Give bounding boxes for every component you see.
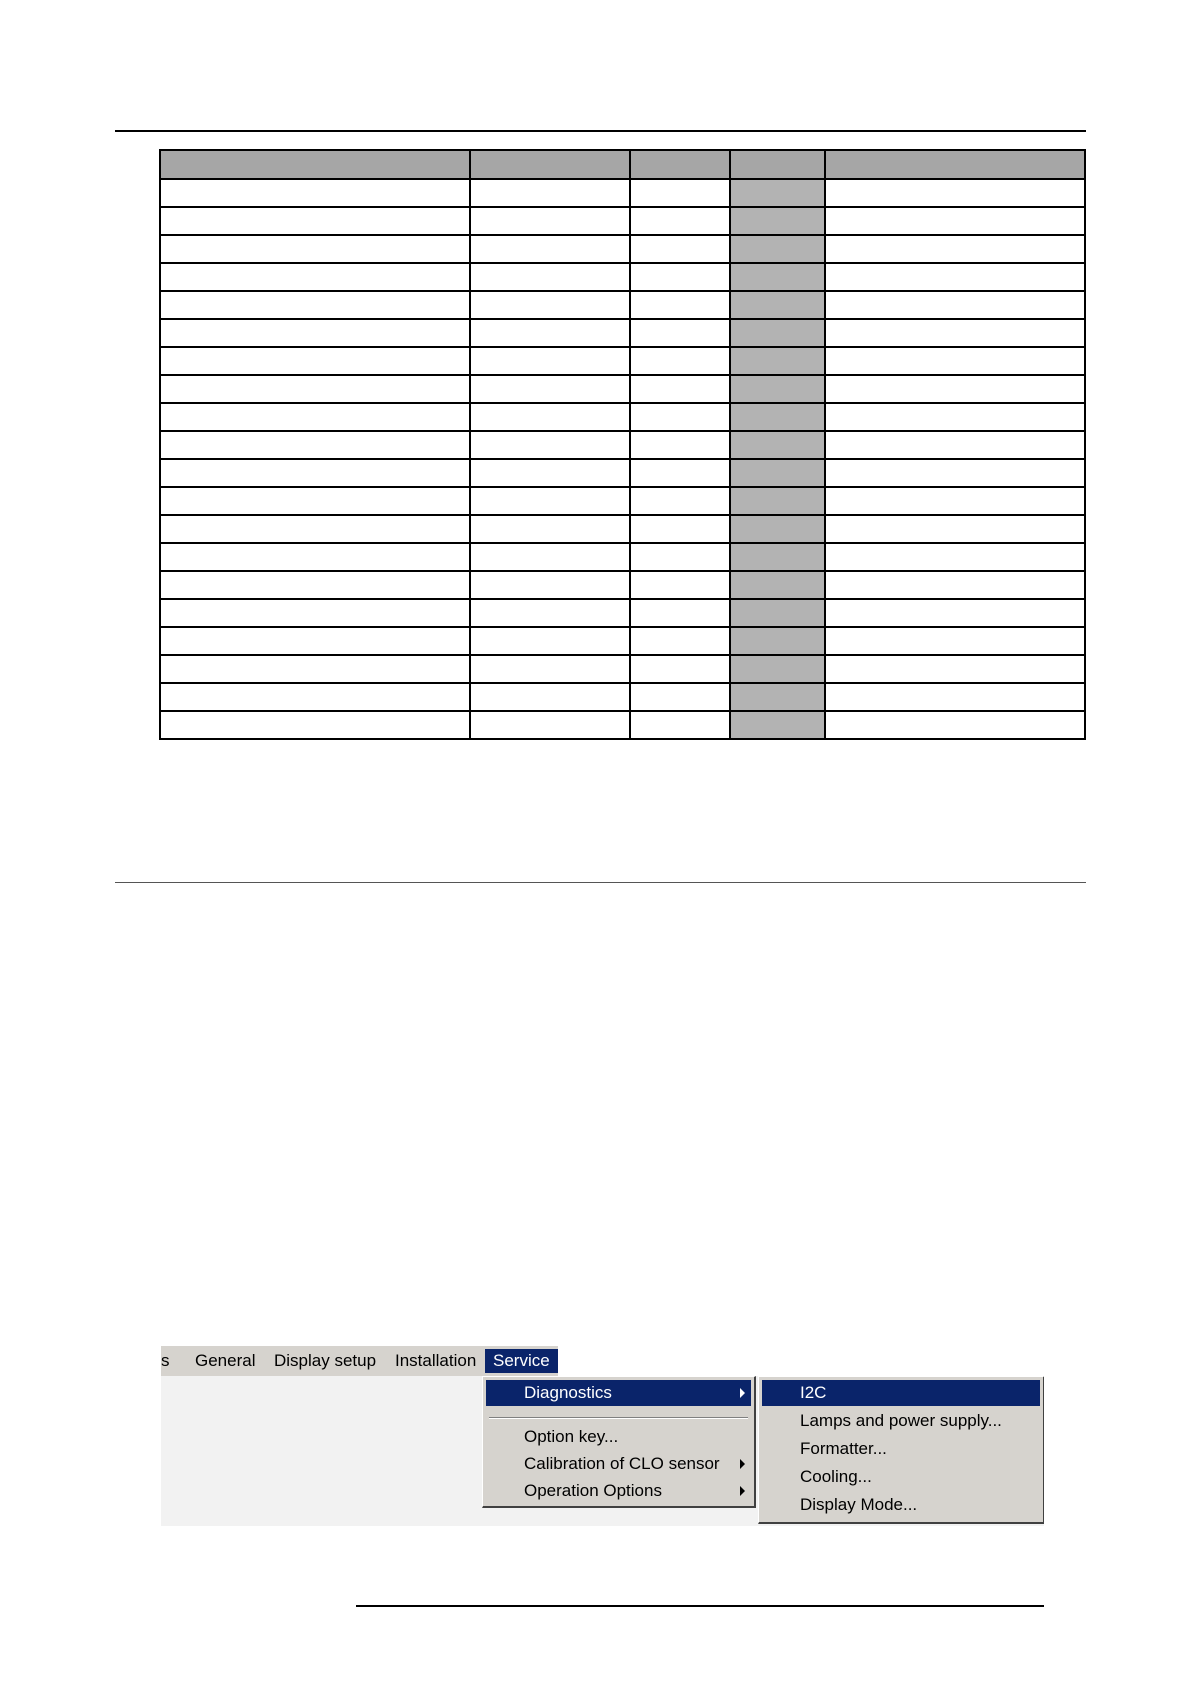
submenu-item-i2c[interactable] xyxy=(762,1380,1040,1406)
table-cell xyxy=(470,627,630,655)
table-cell xyxy=(825,571,1085,599)
table-cell xyxy=(730,179,825,207)
table-cell xyxy=(730,655,825,683)
table-cell xyxy=(470,179,630,207)
table-cell xyxy=(825,627,1085,655)
table-cell xyxy=(160,375,470,403)
table-cell xyxy=(470,347,630,375)
table-cell xyxy=(160,711,470,739)
table-cell xyxy=(730,599,825,627)
table-cell xyxy=(730,235,825,263)
submenu-item-display-mode[interactable] xyxy=(762,1492,1040,1518)
diagnostics-submenu xyxy=(758,1376,1044,1524)
table-cell xyxy=(630,655,730,683)
section-rule xyxy=(115,882,1086,883)
table-cell xyxy=(470,403,630,431)
menubar xyxy=(161,1346,558,1376)
table-cell xyxy=(630,291,730,319)
table-row xyxy=(160,599,1085,627)
table-cell xyxy=(825,431,1085,459)
table-row xyxy=(160,291,1085,319)
table-cell xyxy=(825,655,1085,683)
table-cell xyxy=(825,683,1085,711)
menu-item-label: I2C xyxy=(800,1383,827,1402)
triangle-right-icon xyxy=(740,1388,745,1398)
table-cell xyxy=(470,235,630,263)
table-header-cell xyxy=(630,150,730,179)
table-cell xyxy=(825,263,1085,291)
table-cell xyxy=(470,683,630,711)
table-cell xyxy=(825,179,1085,207)
menu-service[interactable]: Service xyxy=(485,1349,558,1373)
table-header-cell xyxy=(730,150,825,179)
table-cell xyxy=(160,459,470,487)
table-cell xyxy=(470,375,630,403)
table-cell xyxy=(730,291,825,319)
table-cell xyxy=(470,291,630,319)
empty-table xyxy=(159,149,1086,740)
table-cell xyxy=(470,263,630,291)
menu-truncated-item[interactable]: s xyxy=(161,1351,170,1370)
menu-item-label: Display Mode... xyxy=(800,1495,918,1514)
triangle-right-icon xyxy=(740,1486,745,1496)
table-cell xyxy=(470,487,630,515)
menu-item-label: Lamps and power supply... xyxy=(800,1411,1002,1430)
table-row xyxy=(160,319,1085,347)
table-cell xyxy=(630,515,730,543)
table-cell xyxy=(160,599,470,627)
table-row xyxy=(160,655,1085,683)
table-cell xyxy=(160,291,470,319)
menu-display-setup[interactable]: Display setup xyxy=(274,1351,377,1370)
table-cell xyxy=(470,319,630,347)
table-cell xyxy=(630,347,730,375)
menu-item-label: Option key... xyxy=(524,1427,619,1446)
menu-separator xyxy=(489,1417,748,1419)
table-row xyxy=(160,515,1085,543)
table-row xyxy=(160,235,1085,263)
table-row xyxy=(160,711,1085,739)
table-row xyxy=(160,683,1085,711)
table-cell xyxy=(160,683,470,711)
menu-item-label: Diagnostics xyxy=(524,1383,612,1402)
table-cell xyxy=(630,207,730,235)
table-row xyxy=(160,431,1085,459)
table-cell xyxy=(160,487,470,515)
table-cell xyxy=(825,543,1085,571)
table-row xyxy=(160,627,1085,655)
table-cell xyxy=(160,627,470,655)
menu-item-option-key[interactable] xyxy=(486,1424,751,1450)
table-cell xyxy=(160,207,470,235)
table-cell xyxy=(730,571,825,599)
table-cell xyxy=(160,235,470,263)
table-header-cell xyxy=(825,150,1085,179)
menu-item-label: Cooling... xyxy=(800,1467,872,1486)
table-cell xyxy=(470,655,630,683)
submenu-item-lamps[interactable] xyxy=(762,1408,1040,1434)
submenu-item-formatter[interactable] xyxy=(762,1436,1040,1462)
menu-item-calibration-clo[interactable] xyxy=(486,1451,751,1477)
menu-installation[interactable]: Installation xyxy=(395,1351,477,1370)
table-row xyxy=(160,487,1085,515)
menu-item-label: Operation Options xyxy=(524,1481,662,1500)
table-cell xyxy=(160,319,470,347)
table-cell xyxy=(730,403,825,431)
table-cell xyxy=(630,571,730,599)
table-cell xyxy=(825,347,1085,375)
menu-screenshot xyxy=(161,1346,1044,1526)
table-header-row xyxy=(160,150,1085,179)
table-cell xyxy=(730,487,825,515)
table-cell xyxy=(825,375,1085,403)
table-cell xyxy=(160,655,470,683)
menu-general[interactable]: General xyxy=(195,1351,256,1370)
table-cell xyxy=(730,683,825,711)
table-header-cell xyxy=(160,150,470,179)
table-cell xyxy=(630,235,730,263)
menu-item-operation-options[interactable] xyxy=(486,1478,751,1504)
table-cell xyxy=(630,431,730,459)
table-cell xyxy=(630,543,730,571)
table-row xyxy=(160,375,1085,403)
table-cell xyxy=(160,347,470,375)
table-cell xyxy=(730,711,825,739)
table-cell xyxy=(630,487,730,515)
table-cell xyxy=(630,459,730,487)
footer-rule xyxy=(356,1605,1044,1607)
table-cell xyxy=(730,515,825,543)
table-row xyxy=(160,543,1085,571)
table-cell xyxy=(470,207,630,235)
table-cell xyxy=(825,599,1085,627)
table-cell xyxy=(630,711,730,739)
table-row xyxy=(160,263,1085,291)
table-cell xyxy=(825,319,1085,347)
submenu-item-cooling[interactable] xyxy=(762,1464,1040,1490)
table-cell xyxy=(470,711,630,739)
table-cell xyxy=(160,179,470,207)
top-rule xyxy=(115,130,1086,132)
table-cell xyxy=(825,515,1085,543)
table-cell xyxy=(730,207,825,235)
table-header-cell xyxy=(470,150,630,179)
table-cell xyxy=(730,431,825,459)
table-cell xyxy=(630,627,730,655)
table-cell xyxy=(630,263,730,291)
table-cell xyxy=(630,683,730,711)
table-cell xyxy=(630,599,730,627)
table-row xyxy=(160,347,1085,375)
service-dropdown xyxy=(482,1376,756,1508)
table-cell xyxy=(825,291,1085,319)
table-row xyxy=(160,403,1085,431)
table-cell xyxy=(160,515,470,543)
table-cell xyxy=(470,431,630,459)
table-cell xyxy=(825,487,1085,515)
table-row xyxy=(160,571,1085,599)
menu-item-diagnostics[interactable] xyxy=(486,1380,751,1406)
table-cell xyxy=(730,543,825,571)
table-cell xyxy=(160,403,470,431)
table-cell xyxy=(730,627,825,655)
table-cell xyxy=(160,571,470,599)
menu-item-label: Formatter... xyxy=(800,1439,887,1458)
table-cell xyxy=(470,543,630,571)
table-cell xyxy=(825,207,1085,235)
table-cell xyxy=(730,263,825,291)
table-cell xyxy=(160,543,470,571)
table-row xyxy=(160,179,1085,207)
table-cell xyxy=(630,179,730,207)
table-row xyxy=(160,459,1085,487)
menu-item-label: Calibration of CLO sensor xyxy=(524,1454,720,1473)
table-cell xyxy=(470,459,630,487)
table-cell xyxy=(630,403,730,431)
table-cell xyxy=(160,431,470,459)
table-cell xyxy=(825,459,1085,487)
table-cell xyxy=(470,599,630,627)
table-cell xyxy=(160,263,470,291)
triangle-right-icon xyxy=(740,1459,745,1469)
table-cell xyxy=(825,235,1085,263)
table-cell xyxy=(730,347,825,375)
table-cell xyxy=(730,375,825,403)
table-cell xyxy=(825,403,1085,431)
table-cell xyxy=(730,319,825,347)
table-cell xyxy=(630,375,730,403)
table-cell xyxy=(825,711,1085,739)
table-row xyxy=(160,207,1085,235)
table-cell xyxy=(470,571,630,599)
table-cell xyxy=(630,319,730,347)
table-cell xyxy=(470,515,630,543)
table-cell xyxy=(730,459,825,487)
